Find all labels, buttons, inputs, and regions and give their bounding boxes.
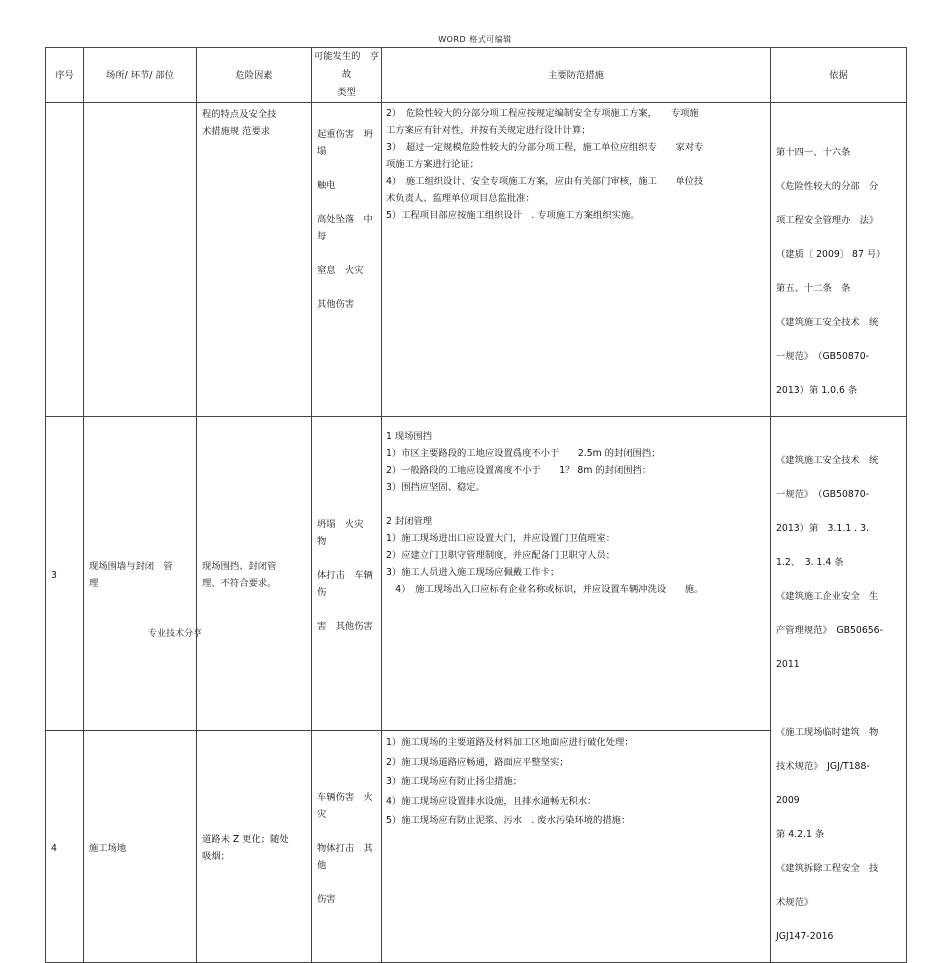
- measure-line: 项施工方案进行论证；: [386, 159, 479, 170]
- row3-accident-type: [312, 417, 382, 731]
- accident-line: 车辆伤害 火灾: [317, 791, 373, 820]
- basis-line: 项工程安全管理办 法》: [776, 215, 879, 226]
- measure-line: 4） 施工组织设计、安全专项施工方案，应由有关部门审核，施工 单位技: [386, 176, 704, 187]
- row1-measures: [382, 103, 771, 417]
- accident-line: 高处坠落 中每: [317, 214, 373, 242]
- measure-line: 2）一般路段的工地应设置离度不小于 1？ 8m 的封闭围挡：: [386, 465, 652, 476]
- measure-line: 术负责人、监理单位项目总监批准：: [386, 193, 535, 204]
- row4-hazard: 道路未 Z 更化；随处 吸烟；: [197, 731, 312, 963]
- measure-line: 3）施工现场应有防止扬尘措施；: [386, 776, 523, 788]
- measure-line: 4） 施工现场出入口应标有企业名称或标识，并应设置车辆冲洗设 施。: [386, 584, 704, 595]
- hazard-table: [45, 47, 907, 963]
- accident-line: 其他伤害: [317, 299, 355, 310]
- measure-line: [382, 496, 770, 513]
- basis-line: 2013）第 1.0.6 条: [776, 385, 858, 396]
- measure-line: 2 封闭管理: [386, 516, 433, 527]
- basis-line: 第十四一、十六条: [776, 147, 851, 158]
- measure-line: 1）市区主要路段的工地应设置爲度不小于 2.5m 的封闭围挡；: [386, 448, 661, 459]
- basis-line: 1.2、 3. 1.4 条: [776, 557, 844, 568]
- measure-line: 2） 危险性较大的分部分项工程应按规定编制安全专项施工方案， 专项施: [386, 108, 699, 119]
- accident-line: 起重伤害 坍塌: [317, 129, 373, 157]
- basis-line: 2013）第 3.1.1 . 3.: [776, 523, 869, 534]
- row3-location: 现场围墙与封闭 管 理: [84, 417, 197, 731]
- basis-line: 第 4.2.1 条: [776, 829, 825, 840]
- row4-accident-type: [312, 731, 382, 963]
- basis-line: 第五、十二条 条: [776, 283, 851, 294]
- accident-line: 物体打击 其他: [317, 842, 373, 871]
- accident-line: 触电: [317, 180, 336, 191]
- basis-line: JGJ147-2016: [776, 931, 834, 942]
- table-row: [46, 417, 907, 731]
- basis-line: [776, 690, 901, 707]
- header-no: 序号: [46, 48, 84, 103]
- row1-hazard: 程的特点及安全技 术措施规 范要求: [197, 103, 312, 417]
- basis-line: 技术规范》 JGJ/T188-: [776, 761, 870, 772]
- page-footer-note: 专业技术分亨: [148, 629, 203, 639]
- measure-line: 2）施工现场道路应畅通，路面应平整坚实；: [386, 756, 569, 768]
- row4-location: 施工场地: [84, 731, 197, 963]
- accident-line: 坍塌 火灾 物: [317, 518, 373, 547]
- table-row: [46, 103, 907, 417]
- basis-line: 一规范》 （GB50870-: [776, 351, 869, 362]
- accident-line: 窒息 火灾: [317, 265, 364, 276]
- header-basis: 依据: [771, 48, 907, 103]
- measure-line: 1 现场围挡: [386, 431, 433, 442]
- basis-line: 一规范》 （GB50870-: [776, 489, 869, 500]
- basis-merged: [771, 417, 907, 963]
- basis-line: 《建筑施工安全技术 统: [776, 455, 879, 466]
- measure-line: 3）施工人员进入施工现场应佩戴工作卡；: [386, 567, 560, 578]
- basis-line: 《建筑施工安全技术 统: [776, 317, 879, 328]
- measure-line: 1）施工现场进出口应设置大门，并应设置门卫值班室：: [386, 533, 616, 544]
- basis-line: 《建筑拆除工程安全 技: [776, 863, 879, 874]
- row1-no: [46, 103, 84, 417]
- measure-line: 5）施工现场应有防止泥浆、污水 . 废水污染环境的措施：: [386, 815, 631, 827]
- accident-line: 伤害: [317, 893, 336, 905]
- measure-line: 工方案应有针对性，并按有关规定进行设计计算；: [386, 125, 591, 136]
- basis-line: 2011: [776, 659, 800, 670]
- measure-line: 4）施工现场应设置排水设施，且排水通畅无积水：: [386, 795, 597, 807]
- measure-line: 1）施工现场的主要道路及材料加工区地面应进行破化处理：: [386, 737, 634, 749]
- basis-line: 《施工现场临时建筑 物: [776, 727, 879, 738]
- row3-no: 3: [46, 417, 84, 731]
- header-accident-type: [312, 48, 382, 103]
- measure-line: 5）工程项目部应按施工组织设计 . 专项施工方案组织实施。: [386, 210, 640, 221]
- row1-accident-type: [312, 103, 382, 417]
- measure-line: 3）围挡应坚固、稳定。: [386, 482, 485, 493]
- row4-measures: [382, 731, 771, 963]
- row1-basis: [771, 103, 907, 417]
- measure-line: 2）应建立门卫职守管理制度，并应配备门卫职守人员；: [386, 550, 616, 561]
- row3-hazard: 现场围挡、封闭管 理、不符合要求。: [197, 417, 312, 731]
- table-header-row: [46, 48, 907, 103]
- basis-line: 2009: [776, 795, 800, 806]
- measure-line: 3） 超过一定规模危险性较大的分部分项工程，施工单位应组织专 家对专: [386, 142, 704, 153]
- accident-line: 害 其他伤害: [317, 620, 373, 632]
- basis-line: 《建筑施工企业安全 生: [776, 591, 879, 602]
- row4-no: 4: [46, 731, 84, 963]
- basis-line: 《危险性较大的分部 分: [776, 181, 879, 192]
- row3-measures: [382, 417, 771, 731]
- header-hazard: 危险因素: [197, 48, 312, 103]
- header-accident-type-line1: 可能发生的 亨故: [313, 51, 380, 80]
- basis-line: 产管理规范》 GB50656-: [776, 625, 883, 636]
- header-measures: 主要防范措施: [382, 48, 771, 103]
- basis-line: （建质〔 2009〕 87 号）: [776, 249, 886, 260]
- basis-line: 术规范》: [776, 897, 814, 908]
- page-header-note: WORD 格式可编辑: [438, 35, 512, 44]
- header-accident-type-line2: 类型: [337, 87, 356, 98]
- row1-location: [84, 103, 197, 417]
- accident-line: 体打击 车辆伤: [317, 569, 373, 598]
- header-location: 场所/ 环节/ 部位: [84, 48, 197, 103]
